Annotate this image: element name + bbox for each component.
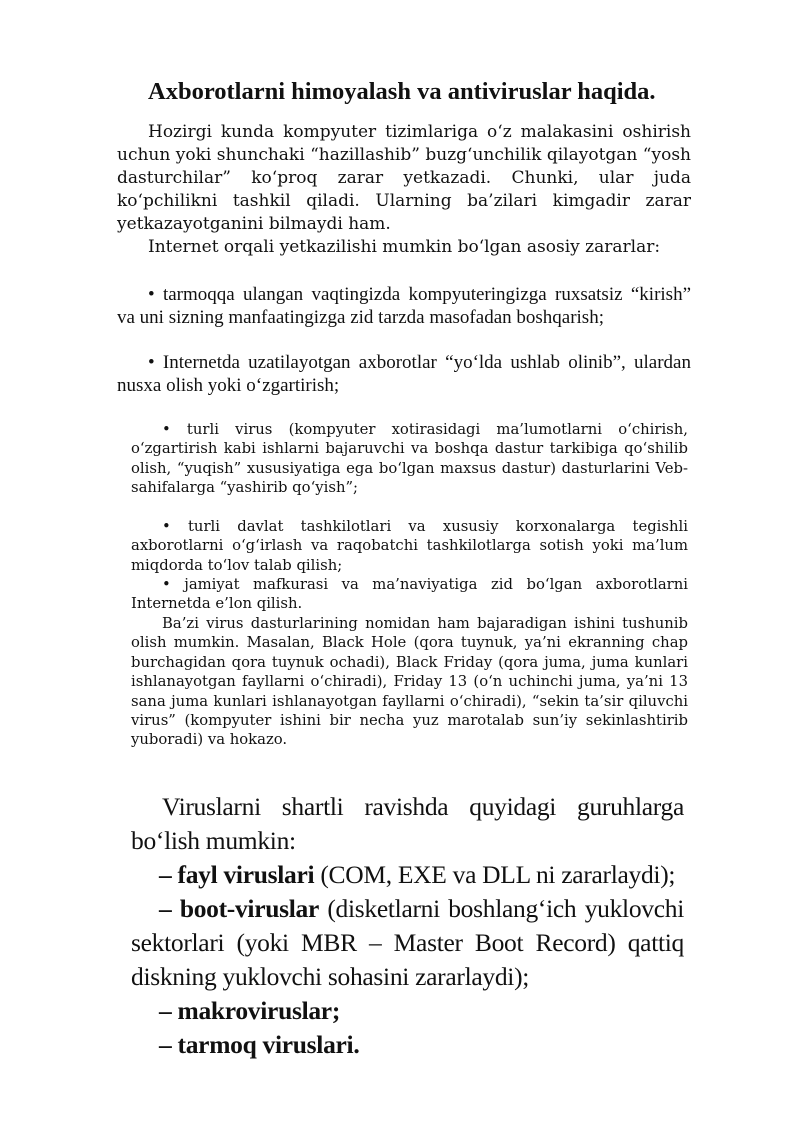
group-dash: – bbox=[159, 1030, 172, 1059]
threats-intro-paragraph: Internet orqali yetkazilishi mumkin bo‘lgan asosiy zararlar: bbox=[148, 237, 661, 257]
virus-group-file bbox=[131, 858, 684, 892]
group-name: boot-viruslar bbox=[179, 894, 319, 923]
threat-bullet-virus: • turli virus (kompyuter xotirasidagi ma’lumotlarni o‘chirish, o‘zgartirish kabi ishlarni bajaruvchi va boshqa dastur tarkibiga qo‘shilib olish, “yuqish” xususiyatiga ega bo‘lgan maxsus dastur) dasturlarini Veb-sahifalarga “yashirib qo‘yish”; bbox=[131, 421, 688, 497]
threat-bullet-theft: • turli davlat tashkilotlari va xususiy korxonalarga tegishli axborotlarni o‘g‘irlash va raqobatchi tashkilotlarga sotish yoki ma’lum miqdorda to‘lov talab qilish; bbox=[131, 518, 688, 574]
threat-bullet-remote-access: • tarmoqqa ulangan vaqtingizda kompyuteringizga ruxsatsiz “kirish” va uni sizning manfaatingizga zid tarzda masofadan boshqarish; bbox=[117, 284, 691, 328]
group-name: fayl viruslari bbox=[177, 860, 315, 889]
group-dash: – bbox=[159, 894, 172, 923]
group-name: tarmoq viruslari. bbox=[177, 1030, 360, 1059]
group-description: (COM, EXE va DLL ni zararlaydi); bbox=[314, 860, 676, 889]
group-name: makroviruslar; bbox=[177, 996, 341, 1025]
virus-group-macro bbox=[131, 994, 684, 1028]
virus-groups-intro: Viruslarni shartli ravishda quyidagi guruhlarga bo‘lish mumkin: bbox=[131, 792, 684, 855]
intro-paragraph: Hozirgi kunda kompyuter tizimlariga o‘z malakasini oshirish uchun yoki shunchaki “hazillashib” buzg‘unchilik qilayotgan “yosh dasturchilar” ko‘proq zarar yetkazadi. Chunki, ular juda ko‘pchilikni tashkil qiladi. Ularning ba’zilari kimgadir zarar yetkazayotganini bilmaydi ham. bbox=[117, 122, 691, 234]
group-description: (disketlarni boshlang‘ich yuklovchi sektorlari (yoki MBR – Master Boot Record) qattiq diskning yuklovchi sohasini zararlaydi); bbox=[131, 894, 684, 991]
threat-bullet-ideology: • jamiyat mafkurasi va ma’naviyatiga zid bo‘lgan axborotlarni Internetda e’lon qilish. bbox=[131, 576, 688, 613]
threat-bullet-interception: • Internetda uzatilayotgan axborotlar “yo‘lda ushlab olinib”, ulardan nusxa olish yoki o‘zgartirish; bbox=[117, 352, 691, 396]
virus-group-list bbox=[131, 858, 684, 1062]
group-dash: – bbox=[159, 860, 172, 889]
page-title: Axborotlarni himoyalash va antiviruslar haqida. bbox=[148, 78, 656, 105]
virus-group-boot bbox=[131, 892, 684, 994]
group-dash: – bbox=[159, 996, 172, 1025]
virus-names-paragraph: Ba’zi virus dasturlarining nomidan ham bajaradigan ishini tushunib olish mumkin. Masalan, Black Hole (qora tuynuk, ya’ni ekranning chap burchagidan qora tuynuk ochadi), Black Friday (qora juma, juma kunlari ishlanayotgan fayllarni o‘chiradi), Friday 13 (o‘n uchinchi juma, ya’ni 13 sana juma kunlari ishlanayotgan fayllarni o‘chiradi), “sekin ta’sir qiluvchi virus” (kompyuter ishini bir necha yuz marotalab sun’iy sekinlashtirib yuboradi) va hokazo. bbox=[131, 615, 688, 749]
virus-group-network bbox=[131, 1028, 684, 1062]
